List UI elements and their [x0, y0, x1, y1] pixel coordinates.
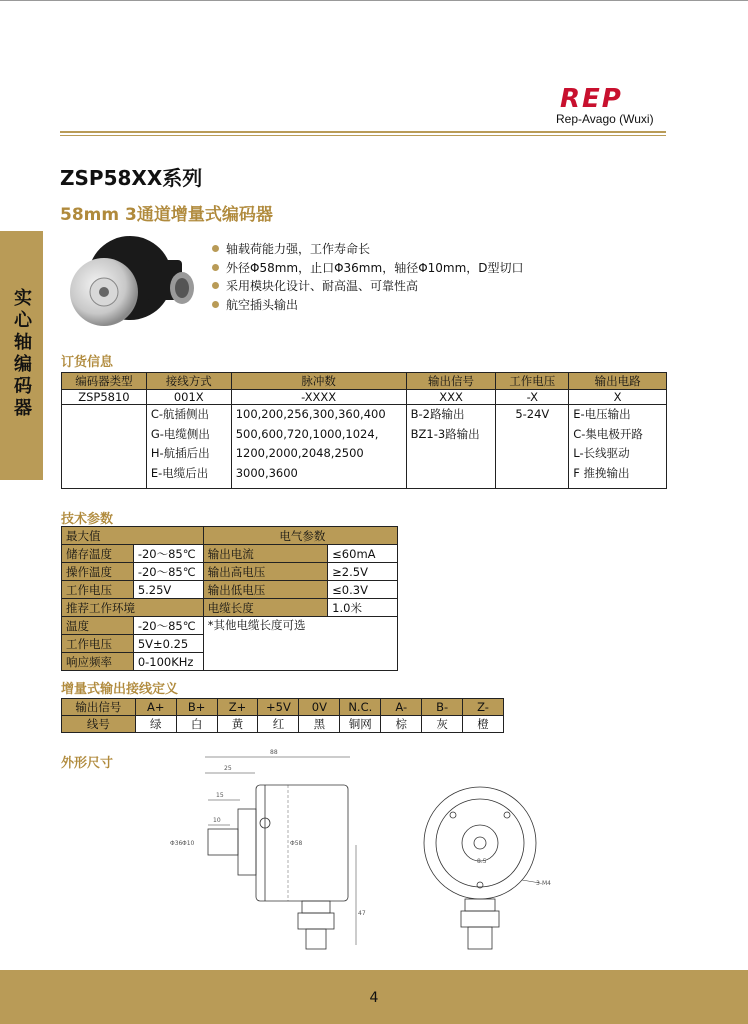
- signal-options: B-2路输出 BZ1-3路输出: [406, 405, 496, 489]
- col-header: 输出电路: [569, 373, 667, 390]
- table-row: 温度 -20～85℃ *其他电缆长度可选: [62, 617, 398, 635]
- product-subtitle: 58mm 3通道增量式编码器: [60, 205, 273, 225]
- col-header: 接线方式: [146, 373, 231, 390]
- svg-text:10: 10: [213, 817, 221, 824]
- env-header: 推荐工作环境: [62, 599, 204, 617]
- table-row: 推荐工作环境 电缆长度 1.0米: [62, 599, 398, 617]
- code-cell: 001X: [146, 390, 231, 405]
- top-rule: [0, 0, 748, 1]
- ordering-table: [61, 372, 667, 489]
- tech-section-title: 技术参数: [61, 512, 114, 527]
- dimension-drawing: [150, 745, 570, 965]
- brand-logo: REP: [560, 84, 623, 114]
- code-cell: -XXXX: [231, 390, 406, 405]
- svg-text:47: 47: [358, 910, 366, 917]
- table-header-row: [62, 527, 398, 545]
- svg-text:25: 25: [224, 765, 232, 772]
- wiring-options: C-航插侧出 G-电缆侧出 H-航插后出 E-电缆后出: [146, 405, 231, 489]
- elec-header: 电气参数: [203, 527, 397, 545]
- col-header: 编码器类型: [62, 373, 147, 390]
- feature-list: [212, 240, 524, 314]
- table-row: 操作温度 -20～85℃ 输出高电压 ≥2.5V: [62, 563, 398, 581]
- code-cell: XXX: [406, 390, 496, 405]
- ordering-section-title: 订货信息: [61, 355, 114, 370]
- feature-item: 轴载荷能力强，工作寿命长: [212, 240, 524, 259]
- code-cell: -X: [496, 390, 569, 405]
- feature-item: 采用模块化设计、耐高温、可靠性高: [212, 277, 524, 296]
- svg-text:88: 88: [270, 749, 278, 756]
- feature-item: 航空插头输出: [212, 296, 524, 315]
- pulse-options: 100,200,256,300,360,400 500,600,720,1000,1024, 1200,2000,2048,2500 3000,3600: [231, 405, 406, 489]
- feature-item: 外径Φ58mm，止口Φ36mm，轴径Φ10mm，D型切口: [212, 259, 524, 278]
- bullet-icon: [212, 264, 219, 271]
- company-name: Rep-Avago (Wuxi): [556, 112, 654, 126]
- table-row: 储存温度 -20～85℃ 输出电流 ≤60mA: [62, 545, 398, 563]
- table-row: 响应频率 0-100KHz: [62, 653, 398, 671]
- svg-text:Φ36: Φ36: [170, 840, 183, 847]
- svg-text:Φ58: Φ58: [290, 840, 303, 847]
- svg-text:15: 15: [216, 792, 224, 799]
- code-row: [62, 390, 667, 405]
- empty-cell: [62, 405, 147, 489]
- cable-note: *其他电缆长度可选: [203, 617, 397, 671]
- col-header: 输出信号: [406, 373, 496, 390]
- table-row: 工作电压 5V±0.25: [62, 635, 398, 653]
- tech-table: [61, 526, 398, 671]
- sidebar-label: 实 心 轴 编 码 器: [14, 288, 32, 419]
- voltage-option: 5-24V: [496, 405, 569, 489]
- code-cell: X: [569, 390, 667, 405]
- page-number: 4: [369, 990, 379, 1006]
- signal-row: 输出信号 A+ B+ Z+ +5V 0V N.C. A- B- Z-: [62, 699, 504, 716]
- header-divider: [60, 131, 666, 133]
- table-header-row: [62, 373, 667, 390]
- col-header: 工作电压: [496, 373, 569, 390]
- svg-text:Φ10: Φ10: [182, 840, 195, 847]
- svg-text:8.5: 8.5: [477, 858, 487, 865]
- options-row: [62, 405, 667, 489]
- bullet-icon: [212, 245, 219, 252]
- color-row: 线号 绿 白 黄 红 黑 铜网 棕 灰 橙: [62, 716, 504, 733]
- header-divider-thin: [60, 135, 666, 136]
- max-header: 最大值: [62, 527, 204, 545]
- dimension-section-title: 外形尺寸: [61, 756, 114, 771]
- col-header: 脉冲数: [231, 373, 406, 390]
- encoder-photo: [64, 230, 204, 330]
- circuit-options: E-电压输出 C-集电极开路 L-长线驱动 F 推挽输出: [569, 405, 667, 489]
- bullet-icon: [212, 301, 219, 308]
- wiring-table: [61, 698, 504, 733]
- bullet-icon: [212, 282, 219, 289]
- table-row: 工作电压 5.25V 输出低电压 ≤0.3V: [62, 581, 398, 599]
- code-cell: ZSP5810: [62, 390, 147, 405]
- wiring-section-title: 增量式输出接线定义: [61, 682, 179, 697]
- page-title: ZSP58XX系列: [60, 166, 203, 190]
- svg-text:3-M4: 3-M4: [536, 880, 551, 887]
